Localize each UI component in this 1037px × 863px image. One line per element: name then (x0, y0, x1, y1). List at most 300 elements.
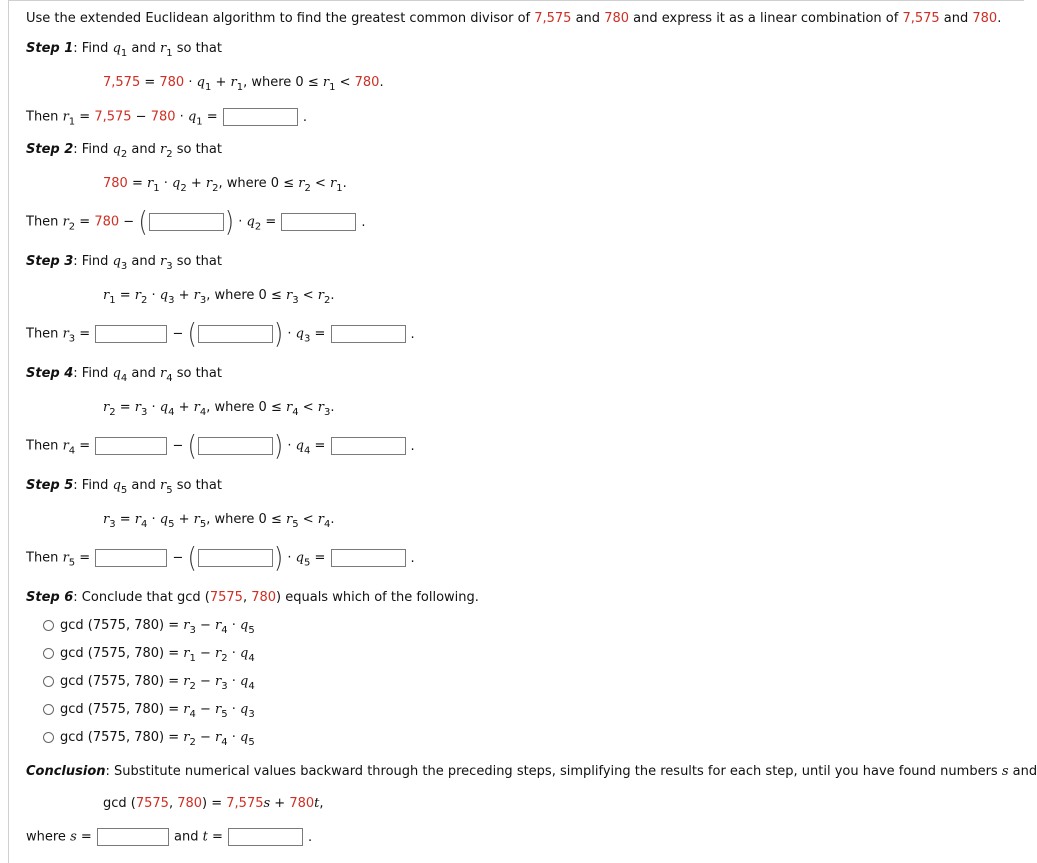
text-fragment: and (571, 11, 605, 26)
text-fragment: so that (172, 366, 222, 381)
text-fragment: . (410, 550, 415, 566)
subscript-index: 3 (68, 333, 76, 345)
subscript-index: 5 (166, 485, 173, 496)
text-fragment: , (319, 796, 324, 811)
text-fragment: 780 (159, 75, 185, 90)
text-fragment: Then (26, 214, 63, 230)
text-fragment: = (75, 109, 95, 125)
math-variable: r (317, 400, 324, 415)
step-2-equation (103, 175, 347, 193)
subscript-index: 2 (254, 221, 262, 233)
text-fragment: · (184, 75, 197, 90)
text-fragment: = (115, 512, 135, 527)
math-variable: q (159, 400, 169, 415)
text-fragment: gcd (7575, 780) = (60, 702, 184, 717)
math-variable: r (215, 702, 222, 717)
text-fragment: = (310, 438, 330, 454)
text-fragment: · (227, 674, 241, 689)
text-fragment: − (168, 326, 188, 342)
text-fragment: so that (172, 254, 222, 269)
r2-q-answer-input[interactable] (149, 213, 224, 231)
text-fragment: : Find (73, 142, 113, 157)
text-fragment: so that (172, 142, 222, 157)
text-fragment: and express it as a linear combination of (629, 11, 903, 26)
text-fragment: < (335, 75, 355, 90)
text-fragment: < (310, 176, 330, 191)
right-paren: ) (273, 429, 284, 463)
math-variable: r (322, 75, 330, 90)
radio-option-5[interactable] (43, 732, 54, 743)
math-variable: r (298, 176, 305, 191)
text-fragment: 780 (177, 796, 203, 811)
text-fragment: · (283, 326, 296, 342)
subscript-index: 5 (303, 557, 311, 569)
math-variable: t (202, 829, 208, 845)
text-fragment: and (1008, 764, 1037, 779)
math-variable: r (286, 512, 293, 527)
then-r4-row (26, 429, 415, 463)
math-variable: r (62, 326, 69, 342)
text-fragment: Then (26, 550, 63, 566)
text-fragment: 780 (94, 214, 120, 230)
math-variable: q (159, 512, 169, 527)
math-variable: r (286, 400, 293, 415)
subscript-index: 5 (248, 737, 255, 748)
subscript-index: 2 (120, 149, 128, 160)
math-variable: r (215, 674, 222, 689)
text-fragment: gcd (7575, 780) = (60, 618, 184, 633)
math-variable: s (70, 829, 77, 845)
text-fragment: 780 (354, 75, 380, 90)
math-variable: r (147, 176, 154, 191)
text-fragment: 780 (972, 11, 998, 26)
math-variable: q (295, 550, 304, 566)
text-fragment: = (115, 288, 135, 303)
text-fragment: Step 2 (26, 142, 74, 157)
subscript-index: 5 (248, 625, 255, 636)
option-5[interactable] (43, 729, 255, 747)
text-fragment: = (75, 550, 95, 566)
subscript-index: 3 (140, 407, 148, 418)
text-fragment: = (310, 326, 330, 342)
r1-answer-input[interactable] (223, 108, 298, 126)
text-fragment: · (283, 550, 296, 566)
step-4-heading (26, 365, 222, 383)
text-fragment: 7,575 (103, 75, 141, 90)
text-fragment: 7,575 (94, 109, 132, 125)
text-fragment: . (410, 326, 415, 342)
then-r5-row (26, 541, 415, 575)
math-variable: r (215, 618, 222, 633)
text-fragment: . (302, 109, 307, 125)
r3-answer-input[interactable] (331, 325, 406, 343)
subscript-index: 2 (212, 183, 219, 194)
math-variable: r (330, 176, 337, 191)
text-fragment: = (76, 829, 96, 845)
left-paren: ( (138, 205, 148, 239)
math-variable: s (1001, 764, 1009, 779)
subscript-index: 4 (199, 407, 207, 418)
text-fragment: : Find (73, 41, 113, 56)
r3-first-input[interactable] (95, 325, 167, 343)
subscript-index: 3 (189, 625, 196, 636)
right-paren: ) (273, 541, 284, 575)
text-fragment: gcd (7575, 780) = (60, 646, 184, 661)
text-fragment: and (127, 254, 160, 269)
text-fragment: = (202, 109, 222, 125)
step-1-heading (26, 40, 222, 58)
math-variable: r (160, 254, 167, 269)
subscript-index: 3 (248, 709, 255, 720)
text-fragment: : Substitute numerical values backward through the preceding steps, simplifying the results for each step, until you have found numbers (105, 764, 1002, 779)
text-fragment: = (75, 214, 95, 230)
subscript-index: 5 (120, 485, 128, 496)
then-r3-row (26, 317, 415, 351)
text-fragment: , where 0 ≤ (218, 176, 299, 191)
text-fragment: gcd (7575, 780) = (60, 674, 184, 689)
math-variable: r (62, 109, 69, 125)
text-fragment: 780 (150, 109, 176, 125)
subscript-index: 4 (140, 519, 148, 530)
text-fragment: , (168, 796, 178, 811)
math-variable: q (159, 288, 169, 303)
radio-option-2[interactable] (43, 648, 54, 659)
step-4-equation (103, 399, 335, 417)
text-fragment: = (115, 400, 135, 415)
subscript-index: 3 (168, 295, 175, 306)
t-answer-input[interactable] (228, 828, 303, 846)
math-variable: q (112, 254, 121, 269)
text-fragment: · (175, 109, 188, 125)
text-fragment: . (342, 176, 347, 191)
text-fragment: · (227, 618, 241, 633)
text-fragment: − (195, 646, 216, 661)
text-fragment: − (195, 618, 216, 633)
text-fragment: , where 0 ≤ (243, 75, 323, 90)
subscript-index: 1 (189, 653, 196, 664)
radio-option-3[interactable] (43, 676, 54, 687)
subscript-index: 3 (120, 261, 128, 272)
right-paren: ) (224, 205, 235, 239)
math-variable: q (240, 730, 249, 745)
subscript-index: 1 (153, 183, 160, 194)
option-4[interactable] (43, 701, 255, 719)
subscript-index: 2 (140, 295, 148, 306)
text-fragment: Then (26, 109, 63, 125)
text-fragment: : Find (73, 366, 113, 381)
problem-statement (26, 10, 1001, 28)
text-fragment: , where 0 ≤ (206, 400, 286, 415)
left-paren: ( (187, 429, 197, 463)
text-fragment: 7575 (209, 590, 243, 605)
text-fragment: . (330, 512, 335, 527)
math-variable: q (112, 366, 121, 381)
gcd-linear-combination (103, 795, 324, 813)
math-variable: r (215, 730, 222, 745)
text-fragment: + (186, 176, 206, 191)
math-variable: r (183, 730, 190, 745)
math-variable: r (62, 438, 69, 454)
subscript-index: 3 (303, 333, 311, 345)
r5-first-input[interactable] (95, 549, 167, 567)
text-fragment: − (195, 674, 216, 689)
text-fragment: = (75, 438, 95, 454)
r5-answer-input[interactable] (331, 549, 406, 567)
text-fragment: Step 1 (26, 41, 74, 56)
radio-option-1[interactable] (43, 620, 54, 631)
text-fragment: Step 4 (26, 366, 74, 381)
subscript-index: 2 (166, 149, 173, 160)
text-fragment: , (242, 590, 252, 605)
text-fragment: Then (26, 326, 63, 342)
subscript-index: 4 (248, 681, 255, 692)
math-variable: r (103, 288, 110, 303)
math-variable: r (103, 512, 110, 527)
text-fragment: where (26, 829, 71, 845)
text-fragment: = (75, 326, 95, 342)
text-fragment: · (227, 646, 241, 661)
text-fragment: = (310, 550, 330, 566)
step-3-heading (26, 253, 222, 271)
text-fragment: and (169, 829, 203, 845)
text-fragment: = (127, 176, 147, 191)
text-fragment: 7,575 (226, 796, 264, 811)
r3-second-input[interactable] (198, 325, 273, 343)
subscript-index: 2 (323, 295, 331, 306)
math-variable: s (263, 796, 271, 811)
text-fragment: · (147, 288, 160, 303)
text-fragment: 780 (289, 796, 315, 811)
step-5-equation (103, 511, 335, 529)
math-variable: r (183, 618, 190, 633)
math-variable: r (286, 288, 293, 303)
text-fragment: · (147, 512, 160, 527)
math-variable: q (240, 618, 249, 633)
text-fragment: . (330, 288, 335, 303)
math-variable: q (112, 478, 121, 493)
text-fragment: and (127, 366, 160, 381)
subscript-index: 5 (221, 709, 228, 720)
math-variable: r (215, 646, 222, 661)
then-r1-row (26, 108, 307, 127)
text-fragment: 780 (103, 176, 128, 191)
math-variable: r (317, 512, 324, 527)
text-fragment: < (298, 512, 318, 527)
text-fragment: 7,575 (902, 11, 940, 26)
subscript-index: 2 (189, 737, 196, 748)
subscript-index: 2 (304, 183, 311, 194)
subscript-index: 1 (336, 183, 343, 194)
math-variable: r (160, 366, 167, 381)
subscript-index: 4 (248, 653, 255, 664)
text-fragment: + (174, 512, 194, 527)
text-fragment: gcd ( (103, 796, 136, 811)
step-1-equation (103, 74, 384, 92)
text-fragment: + (270, 796, 290, 811)
subscript-index: 4 (292, 407, 299, 418)
text-fragment: − (131, 109, 151, 125)
text-fragment: Step 5 (26, 478, 74, 493)
math-variable: r (317, 288, 324, 303)
text-fragment: − (195, 702, 216, 717)
subscript-index: 4 (323, 519, 331, 530)
text-fragment: 780 (604, 11, 630, 26)
subscript-index: 4 (168, 407, 175, 418)
right-paren: ) (273, 317, 284, 351)
left-paren: ( (187, 317, 197, 351)
subscript-index: 2 (221, 653, 228, 664)
text-fragment: < (298, 400, 318, 415)
text-fragment: gcd (7575, 780) = (60, 730, 184, 745)
s-answer-input[interactable] (97, 828, 169, 846)
text-fragment: and (127, 142, 160, 157)
text-fragment: , where 0 ≤ (206, 288, 286, 303)
text-fragment: + (174, 400, 194, 415)
text-fragment: − (119, 214, 139, 230)
text-fragment: . (361, 214, 366, 230)
text-fragment: and (939, 11, 973, 26)
text-fragment: 780 (251, 590, 277, 605)
math-variable: q (196, 75, 205, 90)
r4-second-input[interactable] (198, 437, 273, 455)
r2-answer-input[interactable] (281, 213, 356, 231)
text-fragment: ) equals which of the following. (276, 590, 479, 605)
text-fragment: 7575 (135, 796, 169, 811)
math-variable: t (314, 796, 320, 811)
subscript-index: 3 (221, 681, 228, 692)
text-fragment: < (298, 288, 318, 303)
math-variable: r (160, 41, 167, 56)
math-variable: r (62, 550, 69, 566)
text-fragment: so that (172, 478, 222, 493)
math-variable: r (205, 176, 213, 191)
subscript-index: 4 (221, 737, 228, 748)
text-fragment: . (997, 11, 1002, 26)
text-fragment: . (379, 75, 384, 90)
r4-answer-input[interactable] (331, 437, 406, 455)
math-variable: r (183, 702, 190, 717)
math-variable: r (134, 512, 141, 527)
text-fragment: · (227, 730, 241, 745)
math-variable: q (187, 109, 197, 125)
math-variable: r (183, 646, 190, 661)
text-fragment: · (227, 702, 241, 717)
text-fragment: − (168, 550, 188, 566)
text-fragment: · (234, 214, 247, 230)
math-variable: r (134, 400, 141, 415)
math-variable: q (295, 438, 304, 454)
text-fragment: so that (172, 41, 222, 56)
text-fragment: = (207, 829, 228, 845)
text-fragment: Step 6 (26, 590, 74, 605)
r5-second-input[interactable] (198, 549, 273, 567)
subscript-index: 4 (68, 445, 76, 457)
radio-option-4[interactable] (43, 704, 54, 715)
text-fragment: = (261, 214, 281, 230)
subscript-index: 4 (120, 373, 128, 384)
text-fragment: Step 3 (26, 254, 74, 269)
then-r2-row (26, 205, 366, 239)
subscript-index: 1 (120, 48, 128, 59)
text-fragment: , where 0 ≤ (206, 512, 286, 527)
subscript-index: 2 (68, 221, 76, 233)
subscript-index: 1 (204, 82, 212, 93)
text-fragment: Conclusion (26, 764, 106, 779)
subscript-index: 3 (166, 261, 173, 272)
subscript-index: 2 (189, 681, 196, 692)
option-2[interactable] (43, 645, 255, 663)
text-fragment: + (211, 75, 231, 90)
math-variable: r (160, 142, 167, 157)
text-fragment: 7,575 (534, 11, 572, 26)
text-fragment: · (283, 438, 296, 454)
subscript-index: 5 (199, 519, 207, 530)
subscript-index: 5 (168, 519, 175, 530)
math-variable: r (193, 288, 200, 303)
subscript-index: 1 (236, 82, 244, 93)
text-fragment: − (168, 438, 188, 454)
subscript-index: 3 (292, 295, 299, 306)
math-variable: r (103, 400, 110, 415)
subscript-index: 4 (221, 625, 228, 636)
math-variable: r (62, 214, 69, 230)
left-paren: ( (187, 541, 197, 575)
math-variable: q (246, 214, 255, 230)
step-5-heading (26, 477, 222, 495)
option-1[interactable] (43, 617, 255, 635)
math-variable: r (183, 674, 190, 689)
subscript-index: 4 (189, 709, 196, 720)
math-variable: r (193, 512, 200, 527)
subscript-index: 1 (329, 82, 336, 93)
subscript-index: 2 (180, 183, 187, 194)
math-variable: r (230, 75, 237, 90)
subscript-index: 3 (323, 407, 331, 418)
subscript-index: 5 (292, 519, 299, 530)
subscript-index: 4 (303, 445, 311, 457)
subscript-index: 1 (196, 116, 203, 128)
subscript-index: 1 (109, 295, 116, 306)
r4-first-input[interactable] (95, 437, 167, 455)
math-variable: q (240, 702, 249, 717)
text-fragment: : Find (73, 478, 113, 493)
subscript-index: 1 (68, 116, 76, 128)
text-fragment: . (308, 829, 313, 845)
text-fragment: + (174, 288, 194, 303)
subscript-index: 5 (68, 557, 76, 569)
subscript-index: 2 (109, 407, 116, 418)
text-fragment: − (195, 730, 216, 745)
text-fragment: and (127, 41, 160, 56)
text-fragment: Then (26, 438, 63, 454)
text-fragment: Use the extended Euclidean algorithm to find the greatest common divisor of (26, 11, 535, 26)
text-fragment: · (159, 176, 172, 191)
math-variable: q (240, 674, 249, 689)
step-2-heading (26, 141, 222, 159)
text-fragment: ) = (202, 796, 227, 811)
text-fragment: and (127, 478, 160, 493)
s-t-answer-row (26, 828, 312, 847)
text-fragment: · (147, 400, 160, 415)
math-variable: r (160, 478, 167, 493)
math-variable: q (112, 41, 121, 56)
text-fragment: = (140, 75, 160, 90)
math-variable: r (134, 288, 141, 303)
option-3[interactable] (43, 673, 255, 691)
text-fragment: : Conclude that gcd ( (73, 590, 210, 605)
conclusion-text (26, 763, 1037, 781)
math-variable: q (295, 326, 304, 342)
